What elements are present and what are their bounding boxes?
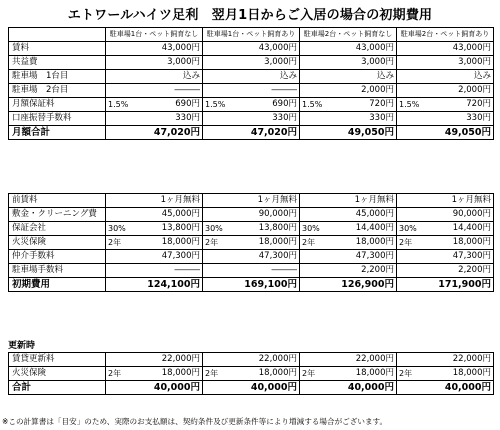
amount-cell: ――― (231, 264, 300, 278)
amount-cell: 込み (328, 70, 397, 84)
total-amount: 171,900円 (397, 278, 494, 292)
amount-cell: 14,400円 (425, 222, 494, 236)
rate-cell (203, 194, 231, 208)
rate-cell (300, 84, 328, 98)
amount-cell: 43,000円 (134, 42, 203, 56)
row-label: 駐車場手数料 (9, 264, 106, 278)
rate-cell (203, 250, 231, 264)
renewal-heading: 更新時 (8, 341, 36, 351)
amount-cell: 720円 (425, 98, 494, 112)
rate-cell: 1.5% (203, 98, 231, 112)
amount-cell: 18,000円 (231, 236, 300, 250)
row-label: 火災保険 (9, 367, 106, 381)
table-row (9, 264, 494, 278)
amount-cell: 込み (134, 70, 203, 84)
table-row (9, 194, 494, 208)
rate-cell (203, 264, 231, 278)
amount-cell: 2,200円 (328, 264, 397, 278)
amount-cell: 47,300円 (425, 250, 494, 264)
rate-cell (106, 250, 134, 264)
rate-cell: 2年 (397, 367, 425, 381)
total-amount: 124,100円 (106, 278, 203, 292)
monthly-cost-table (8, 27, 494, 140)
amount-cell: 720円 (328, 98, 397, 112)
amount-cell: 45,000円 (328, 208, 397, 222)
amount-cell: 3,000円 (425, 56, 494, 70)
rate-cell (397, 112, 425, 126)
amount-cell: 2,000円 (425, 84, 494, 98)
rate-cell (106, 42, 134, 56)
amount-cell: 22,000円 (134, 353, 203, 367)
total-amount: 47,020円 (203, 126, 300, 140)
amount-cell: 1ヶ月無料 (231, 194, 300, 208)
amount-cell: 330円 (425, 112, 494, 126)
amount-cell: 330円 (328, 112, 397, 126)
row-label: 前賃料 (9, 194, 106, 208)
amount-cell: 18,000円 (425, 367, 494, 381)
amount-cell: 47,300円 (231, 250, 300, 264)
initial-cost-table (8, 193, 494, 292)
rate-cell: 1.5% (106, 98, 134, 112)
rate-cell (203, 42, 231, 56)
rate-cell (106, 264, 134, 278)
table-row (9, 98, 494, 112)
rate-cell (203, 84, 231, 98)
total-row (9, 126, 494, 140)
amount-cell: ――― (134, 84, 203, 98)
amount-cell: ――― (134, 264, 203, 278)
rate-cell (300, 70, 328, 84)
column-header: 駐車場2台・ペット飼育あり (397, 28, 494, 42)
total-label: 初期費用 (9, 278, 106, 292)
total-label: 月額合計 (9, 126, 106, 140)
total-amount: 40,000円 (203, 381, 300, 395)
table-row (9, 56, 494, 70)
amount-cell: 1ヶ月無料 (328, 194, 397, 208)
amount-cell: 18,000円 (134, 367, 203, 381)
total-amount: 40,000円 (106, 381, 203, 395)
rate-cell: 30% (397, 222, 425, 236)
amount-cell: 47,300円 (134, 250, 203, 264)
rate-cell (106, 194, 134, 208)
column-header-row (9, 28, 494, 42)
total-amount: 40,000円 (397, 381, 494, 395)
rate-cell: 2年 (106, 367, 134, 381)
rate-cell (106, 70, 134, 84)
row-label: 月額保証料 (9, 98, 106, 112)
rate-cell (106, 353, 134, 367)
amount-cell: 3,000円 (134, 56, 203, 70)
rate-cell (397, 84, 425, 98)
amount-cell: 14,400円 (328, 222, 397, 236)
amount-cell: 330円 (231, 112, 300, 126)
rate-cell: 30% (300, 222, 328, 236)
rate-cell: 2年 (203, 236, 231, 250)
rate-cell (397, 208, 425, 222)
amount-cell: 22,000円 (328, 353, 397, 367)
amount-cell: 3,000円 (328, 56, 397, 70)
amount-cell: ――― (231, 84, 300, 98)
total-label: 合計 (9, 381, 106, 395)
rate-cell (203, 112, 231, 126)
table-row (9, 236, 494, 250)
table-row (9, 42, 494, 56)
amount-cell: 1ヶ月無料 (425, 194, 494, 208)
rate-cell (397, 353, 425, 367)
amount-cell: 13,800円 (134, 222, 203, 236)
rate-cell: 2年 (300, 236, 328, 250)
amount-cell: 43,000円 (425, 42, 494, 56)
amount-cell: 18,000円 (134, 236, 203, 250)
amount-cell: 330円 (134, 112, 203, 126)
amount-cell: 47,300円 (328, 250, 397, 264)
amount-cell: 690円 (134, 98, 203, 112)
rate-cell: 2年 (203, 367, 231, 381)
rate-cell: 30% (106, 222, 134, 236)
rate-cell: 1.5% (300, 98, 328, 112)
rate-cell (397, 42, 425, 56)
rate-cell (300, 353, 328, 367)
column-header: 駐車場1台・ペット飼育あり (203, 28, 300, 42)
amount-cell: 18,000円 (328, 367, 397, 381)
table-row (9, 84, 494, 98)
row-label: 賃料 (9, 42, 106, 56)
amount-cell: 18,000円 (231, 367, 300, 381)
table-row (9, 367, 494, 381)
table-row (9, 222, 494, 236)
amount-cell: 43,000円 (328, 42, 397, 56)
amount-cell: 18,000円 (425, 236, 494, 250)
row-label: 保証会社 (9, 222, 106, 236)
amount-cell: 込み (231, 70, 300, 84)
total-amount: 40,000円 (300, 381, 397, 395)
total-row (9, 381, 494, 395)
total-amount: 47,020円 (106, 126, 203, 140)
row-label: 敷金・クリーニング費 (9, 208, 106, 222)
amount-cell: 22,000円 (425, 353, 494, 367)
rate-cell (203, 208, 231, 222)
row-label: 火災保険 (9, 236, 106, 250)
amount-cell: 18,000円 (328, 236, 397, 250)
amount-cell: 13,800円 (231, 222, 300, 236)
rate-cell (106, 84, 134, 98)
rate-cell (203, 353, 231, 367)
rate-cell (397, 56, 425, 70)
rate-cell (300, 264, 328, 278)
table-row (9, 353, 494, 367)
table-row (9, 112, 494, 126)
amount-cell: 690円 (231, 98, 300, 112)
table-row (9, 70, 494, 84)
rate-cell (397, 250, 425, 264)
corner-cell (9, 28, 106, 42)
total-amount: 49,050円 (300, 126, 397, 140)
amount-cell: 3,000円 (231, 56, 300, 70)
amount-cell: 45,000円 (134, 208, 203, 222)
amount-cell: 1ヶ月無料 (134, 194, 203, 208)
total-amount: 49,050円 (397, 126, 494, 140)
row-label: 仲介手数料 (9, 250, 106, 264)
row-label: 口座振替手数料 (9, 112, 106, 126)
rate-cell (300, 208, 328, 222)
total-amount: 126,900円 (300, 278, 397, 292)
column-header: 駐車場2台・ペット飼育なし (300, 28, 397, 42)
rate-cell: 30% (203, 222, 231, 236)
rate-cell: 1.5% (397, 98, 425, 112)
table-row (9, 208, 494, 222)
column-header: 駐車場1台・ペット飼育なし (106, 28, 203, 42)
rate-cell (203, 70, 231, 84)
amount-cell: 43,000円 (231, 42, 300, 56)
rate-cell (106, 56, 134, 70)
rate-cell: 2年 (106, 236, 134, 250)
amount-cell: 込み (425, 70, 494, 84)
row-label: 駐車場 1台目 (9, 70, 106, 84)
amount-cell: 22,000円 (231, 353, 300, 367)
amount-cell: 90,000円 (425, 208, 494, 222)
page-title: エトワールハイツ足利 翌月1日からご入居の場合の初期費用 (67, 8, 433, 23)
total-amount: 169,100円 (203, 278, 300, 292)
rate-cell (300, 250, 328, 264)
amount-cell: 2,200円 (425, 264, 494, 278)
rate-cell (300, 112, 328, 126)
row-label: 賃貸更新料 (9, 353, 106, 367)
rate-cell (300, 56, 328, 70)
rate-cell (203, 56, 231, 70)
rate-cell (106, 112, 134, 126)
rate-cell (397, 70, 425, 84)
amount-cell: 2,000円 (328, 84, 397, 98)
renewal-cost-table (8, 352, 494, 395)
rate-cell: 2年 (397, 236, 425, 250)
rate-cell (300, 194, 328, 208)
total-row (9, 278, 494, 292)
row-label: 共益費 (9, 56, 106, 70)
row-label: 駐車場 2台目 (9, 84, 106, 98)
disclaimer-note: ※この計算書は「目安」のため、実際のお支払額は、契約条件及び更新条件等により増減する場合がございます。 (2, 417, 388, 426)
amount-cell: 90,000円 (231, 208, 300, 222)
rate-cell: 2年 (300, 367, 328, 381)
rate-cell (106, 208, 134, 222)
rate-cell (300, 42, 328, 56)
rate-cell (397, 264, 425, 278)
rate-cell (397, 194, 425, 208)
table-row (9, 250, 494, 264)
